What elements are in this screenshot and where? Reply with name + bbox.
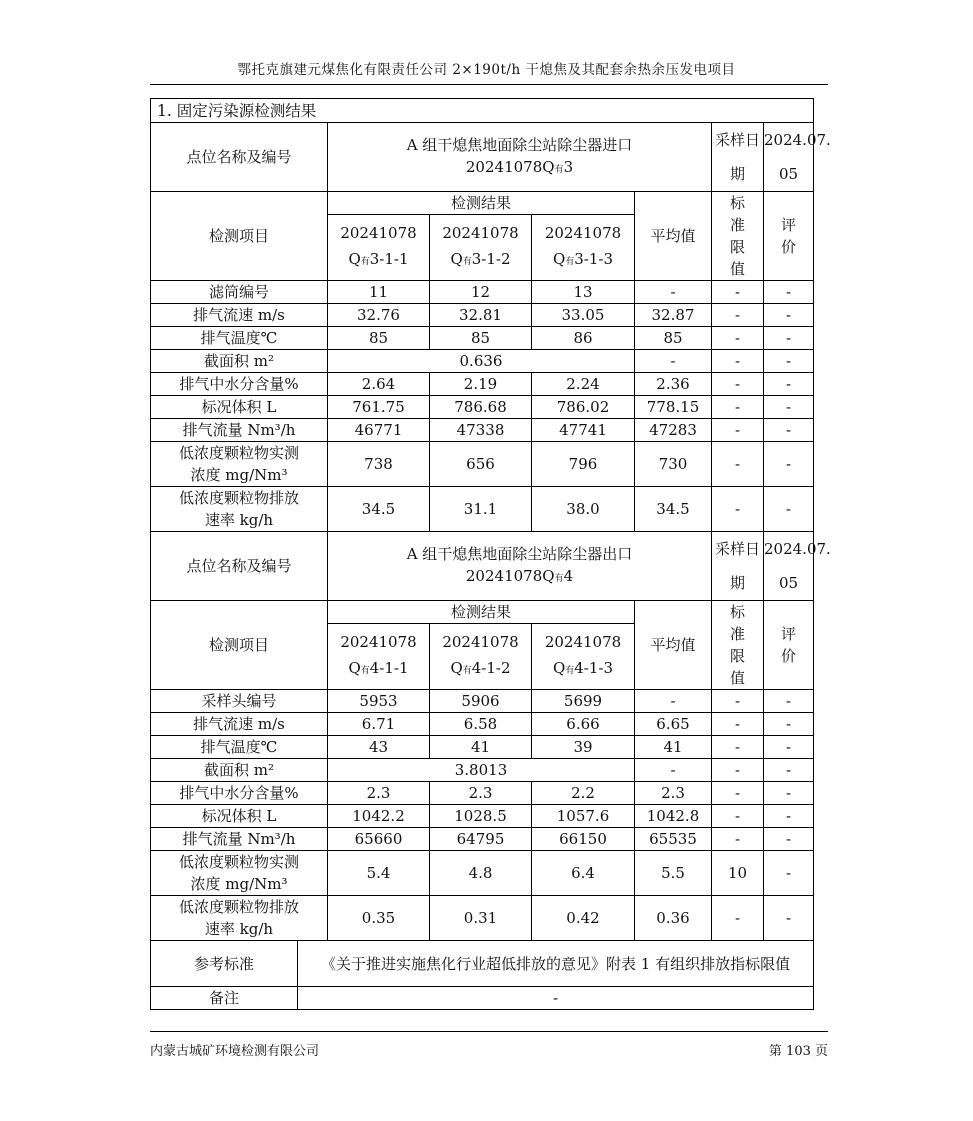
limit-value: - [712,281,764,304]
measured-value: 32.76 [328,304,430,327]
limit-value: - [712,350,764,373]
reference-label: 参考标准 [151,941,298,987]
point-label-text: 点位名称及编号 [186,557,292,575]
table-row [151,350,814,373]
sample-id-suffix: 4-1-2 [471,659,511,677]
results-header [328,601,635,624]
table-row [151,713,814,736]
sampling-date-label [712,532,764,601]
row-label: 排气温度℃ [151,327,328,350]
measured-value: 65660 [328,828,430,851]
measured-value: 85 [430,327,532,350]
measured-value: 85 [328,327,430,350]
row-label-line1: 低浓度颗粒物实测 [178,444,299,462]
limit-value: - [712,713,764,736]
point-name-cell [328,123,712,192]
row-label-line1: 低浓度颗粒物实测 [178,853,299,871]
table-row [151,373,814,396]
merged-value: 3.8013 [328,759,635,782]
limit-value: - [712,896,764,941]
limit-value: - [712,759,764,782]
average-header [635,192,712,281]
table-row [151,281,814,304]
item-header-text: 检测项目 [208,636,269,654]
measured-value: 5906 [430,690,532,713]
sample-id [430,624,532,690]
measured-value: 0.31 [430,896,532,941]
point-label-text: 点位名称及编号 [186,148,292,166]
table-row [151,304,814,327]
sample-id-q: Q [348,250,361,268]
measured-value: 41 [430,736,532,759]
average-value: 65535 [635,828,712,851]
sample-id-q: Q [450,250,463,268]
point-code-sub: 有 [554,573,564,584]
row-label: 排气流量 Nm³/h [151,828,328,851]
evaluation-value: - [764,396,814,419]
sample-id-sub: 有 [565,257,575,267]
limit-value: - [712,396,764,419]
sample-id-number: 20241078 [442,633,519,651]
sample-id-sub: 有 [565,666,575,676]
evaluation-header [764,601,814,690]
measured-value: 2.3 [328,782,430,805]
sampling-date-label-text: 采样日期 [714,540,760,592]
item-header [151,601,328,690]
evaluation-value: - [764,419,814,442]
sampling-date-line2: 05 [779,165,799,183]
measured-value: 5699 [532,690,635,713]
sample-id-sub: 有 [360,666,370,676]
average-header [635,601,712,690]
sampling-date-line1: 2024.07. [764,131,831,149]
sample-id [328,624,430,690]
sample-id-q: Q [552,659,566,677]
measured-value: 6.4 [532,851,635,896]
average-value: - [635,350,712,373]
limit-value: - [712,419,764,442]
table-row [151,690,814,713]
sample-id-suffix: 4-1-1 [369,659,409,677]
sample-id-sub: 有 [462,666,472,676]
row-label-line1: 低浓度颗粒物排放 [178,489,299,507]
limit-value: - [712,690,764,713]
limit-header [712,601,764,690]
measured-value: 4.8 [430,851,532,896]
evaluation-value: - [764,442,814,487]
point-label [151,123,328,192]
row-label: 滤筒编号 [151,281,328,304]
evaluation-value: - [764,304,814,327]
evaluation-value: - [764,690,814,713]
average-value: 6.65 [635,713,712,736]
measured-value: 43 [328,736,430,759]
average-header-text: 平均值 [650,227,696,245]
average-value: 778.15 [635,396,712,419]
average-value: 730 [635,442,712,487]
sample-id-q: Q [450,659,463,677]
average-value: 32.87 [635,304,712,327]
sampling-date-label [712,123,764,192]
evaluation-header-text: 评价 [781,216,797,256]
average-value: 2.36 [635,373,712,396]
average-value: 5.5 [635,851,712,896]
row-label [151,442,328,487]
sample-id-suffix: 3-1-3 [574,250,614,268]
sample-id-q: Q [552,250,566,268]
evaluation-value: - [764,782,814,805]
table-row [151,851,814,896]
evaluation-value: - [764,736,814,759]
measured-value: 1028.5 [430,805,532,828]
table-row [151,759,814,782]
sample-id [430,215,532,281]
results-table [150,98,831,1010]
average-value: 85 [635,327,712,350]
footer-company: 内蒙古城矿环境检测有限公司 [150,1044,320,1059]
limit-value: - [712,373,764,396]
row-label [151,896,328,941]
evaluation-value: - [764,851,814,896]
average-value: 2.3 [635,782,712,805]
row-label: 截面积 m² [151,759,328,782]
table-row [151,805,814,828]
table-row [151,442,814,487]
evaluation-value: - [764,713,814,736]
footer-page-number: 第 103 页 [768,1044,828,1059]
sampling-date-line2: 05 [779,574,799,592]
row-label-line2: 浓度 mg/Nm³ [190,466,288,484]
point-code-suffix: 3 [563,157,574,176]
remark-value: - [298,987,814,1010]
sample-id-suffix: 3-1-1 [369,250,409,268]
point-label [151,532,328,601]
evaluation-value: - [764,350,814,373]
measured-value: 5.4 [328,851,430,896]
section-title: 1. 固定污染源检测结果 [151,99,814,123]
sample-id-number: 20241078 [544,633,622,651]
sample-id-number: 20241078 [544,224,622,242]
sampling-date-line1: 2024.07. [764,540,831,558]
document-header: 鄂托克旗建元煤焦化有限责任公司 2×190t/h 干熄焦及其配套余热余压发电项目 [237,62,736,78]
sampling-date-value [764,123,831,192]
sample-id [532,215,635,281]
measured-value: 39 [532,736,635,759]
measured-value: 6.58 [430,713,532,736]
row-label: 排气温度℃ [151,736,328,759]
limit-value: - [712,304,764,327]
sample-id-q: Q [348,659,361,677]
measured-value: 46771 [328,419,430,442]
sampling-date-label-text: 采样日期 [714,131,760,183]
row-label-line2: 浓度 mg/Nm³ [190,875,288,893]
evaluation-value: - [764,759,814,782]
measured-value: 5953 [328,690,430,713]
row-label: 采样头编号 [151,690,328,713]
evaluation-value: - [764,828,814,851]
row-label: 标况体积 L [151,805,328,828]
measured-value: 66150 [532,828,635,851]
table-row [151,396,814,419]
average-value: 41 [635,736,712,759]
footer-rule [150,1031,828,1032]
row-label [151,851,328,896]
measured-value: 0.42 [532,896,635,941]
row-label: 排气中水分含量% [151,782,328,805]
measured-value: 47338 [430,419,532,442]
limit-value: 10 [712,851,764,896]
reference-text: 《关于推进实施焦化行业超低排放的意见》附表 1 有组织排放指标限值 [298,941,814,987]
evaluation-value: - [764,487,814,532]
row-label: 排气流速 m/s [151,713,328,736]
results-header [328,192,635,215]
measured-value: 12 [430,281,532,304]
measured-value: 47741 [532,419,635,442]
measured-value: 64795 [430,828,532,851]
table-row [151,736,814,759]
measured-value: 34.5 [328,487,430,532]
average-value: 47283 [635,419,712,442]
measured-value: 796 [532,442,635,487]
point-name-cell [328,532,712,601]
sample-id-sub: 有 [360,257,370,267]
average-value: - [635,690,712,713]
measured-value: 2.2 [532,782,635,805]
sampling-date-value [764,532,831,601]
measured-value: 786.02 [532,396,635,419]
point-code-suffix: 4 [563,566,574,585]
row-label: 排气流速 m/s [151,304,328,327]
average-value: 34.5 [635,487,712,532]
row-label-line2: 速率 kg/h [204,511,274,529]
evaluation-value: - [764,327,814,350]
measured-value: 32.81 [430,304,532,327]
measured-value: 2.3 [430,782,532,805]
merged-value: 0.636 [328,350,635,373]
sample-id-suffix: 3-1-2 [471,250,511,268]
average-value: 0.36 [635,896,712,941]
average-value: - [635,281,712,304]
measured-value: 1042.2 [328,805,430,828]
evaluation-value: - [764,896,814,941]
row-label-line1: 低浓度颗粒物排放 [178,898,299,916]
measured-value: 1057.6 [532,805,635,828]
evaluation-header-text: 评价 [781,625,797,665]
point-code-sub: 有 [554,164,564,175]
point-code: 20241078Q [465,566,555,585]
measured-value: 13 [532,281,635,304]
measured-value: 738 [328,442,430,487]
average-value: 1042.8 [635,805,712,828]
table-row [151,782,814,805]
limit-value: - [712,327,764,350]
point-name: A 组干熄焦地面除尘站除尘器进口 [406,135,633,154]
measured-value: 38.0 [532,487,635,532]
item-header-text: 检测项目 [208,227,269,245]
sample-id [532,624,635,690]
table-row [151,487,814,532]
table-row [151,828,814,851]
measured-value: 6.71 [328,713,430,736]
average-value: - [635,759,712,782]
sample-id [328,215,430,281]
results-header-text: 检测结果 [450,194,511,212]
evaluation-value: - [764,805,814,828]
row-label: 截面积 m² [151,350,328,373]
measured-value: 656 [430,442,532,487]
point-name: A 组干熄焦地面除尘站除尘器出口 [406,544,633,563]
measured-value: 11 [328,281,430,304]
measured-value: 6.66 [532,713,635,736]
average-header-text: 平均值 [650,636,696,654]
row-label [151,487,328,532]
remark-label: 备注 [151,987,298,1010]
limit-value: - [712,828,764,851]
measured-value: 761.75 [328,396,430,419]
table-row [151,896,814,941]
limit-value: - [712,442,764,487]
sample-id-suffix: 4-1-3 [574,659,614,677]
results-header-text: 检测结果 [450,603,511,621]
header-rule [150,84,828,85]
row-label: 标况体积 L [151,396,328,419]
item-header [151,192,328,281]
measured-value: 31.1 [430,487,532,532]
measured-value: 2.64 [328,373,430,396]
evaluation-header [764,192,814,281]
table-row [151,419,814,442]
limit-header-text: 标准限值 [729,603,745,687]
measured-value: 786.68 [430,396,532,419]
limit-value: - [712,782,764,805]
measured-value: 0.35 [328,896,430,941]
row-label-line2: 速率 kg/h [204,920,274,938]
measured-value: 2.19 [430,373,532,396]
point-code: 20241078Q [465,157,555,176]
row-label: 排气中水分含量% [151,373,328,396]
row-label: 排气流量 Nm³/h [151,419,328,442]
table-row [151,327,814,350]
limit-value: - [712,487,764,532]
sample-id-number: 20241078 [340,224,417,242]
limit-header [712,192,764,281]
measured-value: 86 [532,327,635,350]
evaluation-value: - [764,281,814,304]
limit-header-text: 标准限值 [729,194,745,278]
sample-id-number: 20241078 [340,633,417,651]
sample-id-number: 20241078 [442,224,519,242]
limit-value: - [712,736,764,759]
measured-value: 2.24 [532,373,635,396]
evaluation-value: - [764,373,814,396]
measured-value: 33.05 [532,304,635,327]
sample-id-sub: 有 [462,257,472,267]
limit-value: - [712,805,764,828]
